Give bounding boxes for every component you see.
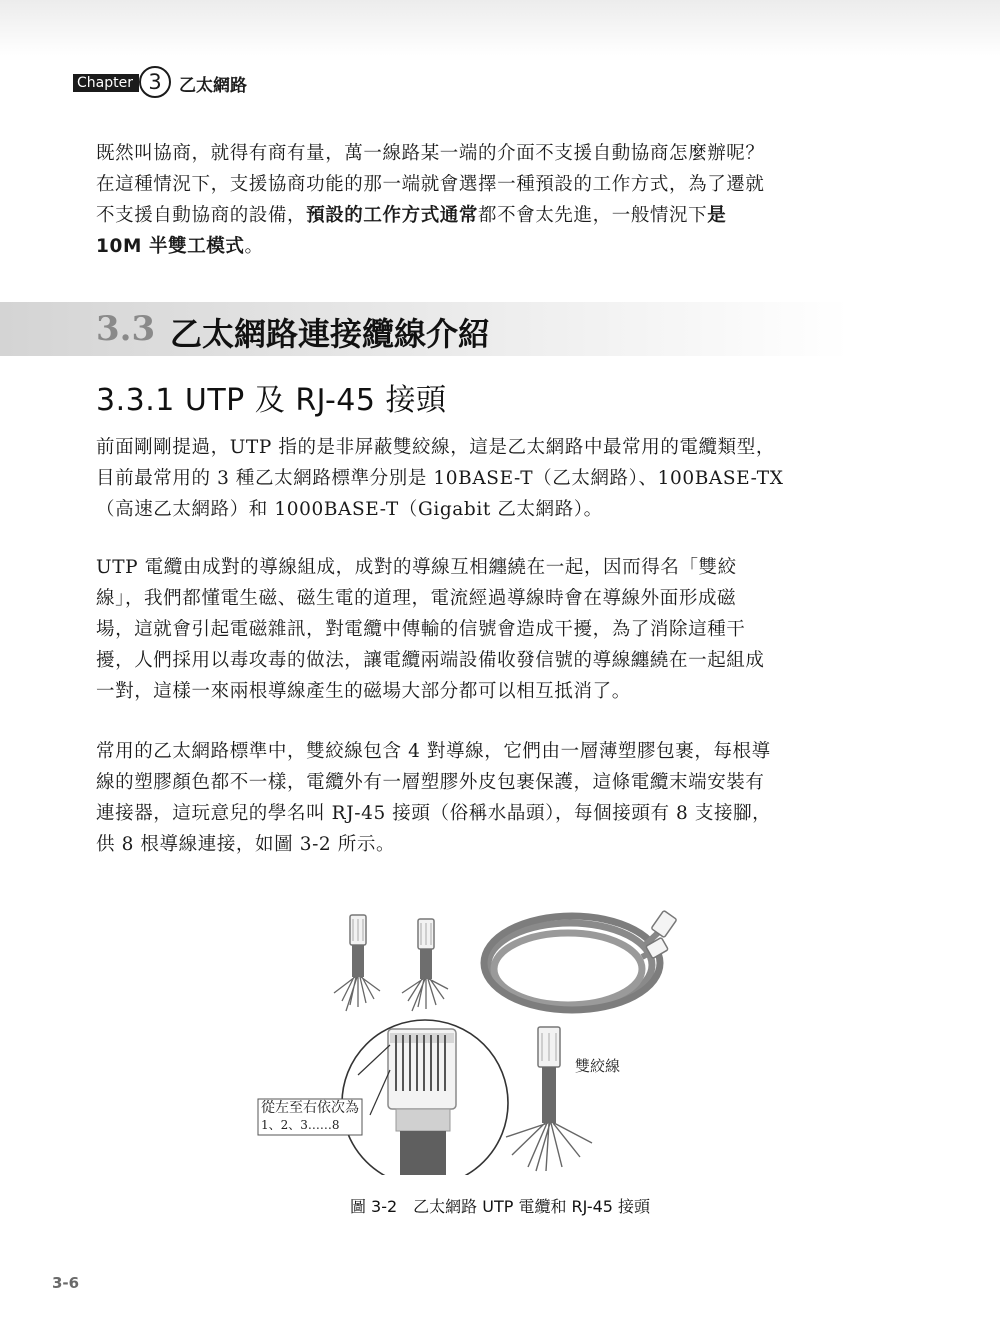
paragraph-1: [96, 432, 861, 525]
pin-order-label-line-2: 1、2、3……8: [261, 1118, 340, 1132]
coiled-cable: [484, 916, 660, 1010]
paragraph-line: 常用的乙太網路標準中，雙絞線包含 4 對導線，它們由一層薄塑膠包裹，每根導: [96, 741, 771, 762]
connector-small-2: [402, 919, 448, 1011]
running-header: [73, 64, 473, 98]
paragraph-line: （高速乙太網路）和 1000BASE-T（Gigabit 乙太網路）。: [96, 499, 603, 520]
paragraph-line: 線」，我們都懂電生磁、磁生電的道理，電流經過導線時會在導線外面形成磁: [96, 588, 737, 609]
page-number: 3-6: [52, 1274, 80, 1292]
paragraph-line: 前面剛剛提過，UTP 指的是非屏蔽雙絞線，這是乙太網路中最常用的電纜類型，: [96, 437, 775, 458]
paragraph-line: 擾，人們採用以毒攻毒的做法，讓電纜兩端設備收發信號的導線纏繞在一起組成: [96, 650, 765, 671]
paragraph-line: 線的塑膠顏色都不一樣，電纜外有一層塑膠外皮包裹保護，這條電纜末端安裝有: [96, 772, 765, 793]
intro-line: 不支援自動協商的設備，: [96, 205, 307, 226]
intro-emphasis: 是: [707, 205, 727, 226]
paragraph-3: [96, 736, 861, 860]
connector-tall: [506, 1027, 592, 1171]
intro-line: 既然叫協商，就得有商有量，萬一線路某一端的介面不支援自動協商怎麼辦呢？: [96, 143, 765, 164]
chapter-title: 乙太網路: [179, 76, 247, 96]
paragraph-line: 連接器，這玩意兒的學名叫 RJ-45 接頭（俗稱水晶頭），每個接頭有 8 支接腳，: [96, 803, 772, 824]
header-band: [0, 0, 1000, 56]
intro-line: 。: [244, 236, 264, 257]
paragraph-line: 目前最常用的 3 種乙太網路標準分別是 10BASE-T（乙太網路）、100BASE-TX: [96, 468, 784, 489]
paragraph-line: 供 8 根導線連接，如圖 3-2 所示。: [96, 834, 396, 855]
pin-order-label: [261, 1100, 361, 1134]
paragraph-2: [96, 552, 861, 707]
section-title: 乙太網路連接纜線介紹: [170, 315, 491, 353]
paragraph-line: 一對，這樣一來兩根導線產生的磁場大部分都可以相互抵消了。: [96, 681, 631, 702]
intro-line: 在這種情況下，支援協商功能的那一端就會選擇一種預設的工作方式，為了遷就: [96, 174, 765, 195]
magnified-connector: [342, 1020, 508, 1175]
section-number: 3.3: [96, 309, 156, 349]
intro-paragraph: [96, 138, 861, 262]
figure-caption: 圖 3-2 乙太網路 UTP 電纜和 RJ-45 接頭: [349, 1197, 651, 1216]
chapter-label: Chapter: [73, 74, 139, 92]
intro-emphasis: 10M 半雙工模式: [96, 236, 245, 257]
paragraph-line: 場，這就會引起電磁雜訊，對電纜中傳輸的信號會造成干擾，為了消除這種干: [96, 619, 746, 640]
twisted-pair-label: 雙絞線: [575, 1057, 621, 1075]
figure-utp-rj45: [250, 905, 710, 1175]
intro-emphasis: 預設的工作方式通常: [306, 205, 479, 226]
intro-line: 都不會太先進，一般情況下: [478, 205, 708, 226]
chapter-number: 3: [139, 66, 171, 98]
paragraph-line: UTP 電纜由成對的導線組成，成對的導線互相纏繞在一起，因而得名「雙絞: [96, 557, 737, 578]
connector-small-1: [334, 915, 380, 1011]
subsection-title: 3.3.1 UTP 及 RJ-45 接頭: [96, 383, 447, 418]
figure-illustration: [250, 905, 710, 1175]
pin-order-label-line-1: 從左至右依次為: [261, 1100, 359, 1116]
